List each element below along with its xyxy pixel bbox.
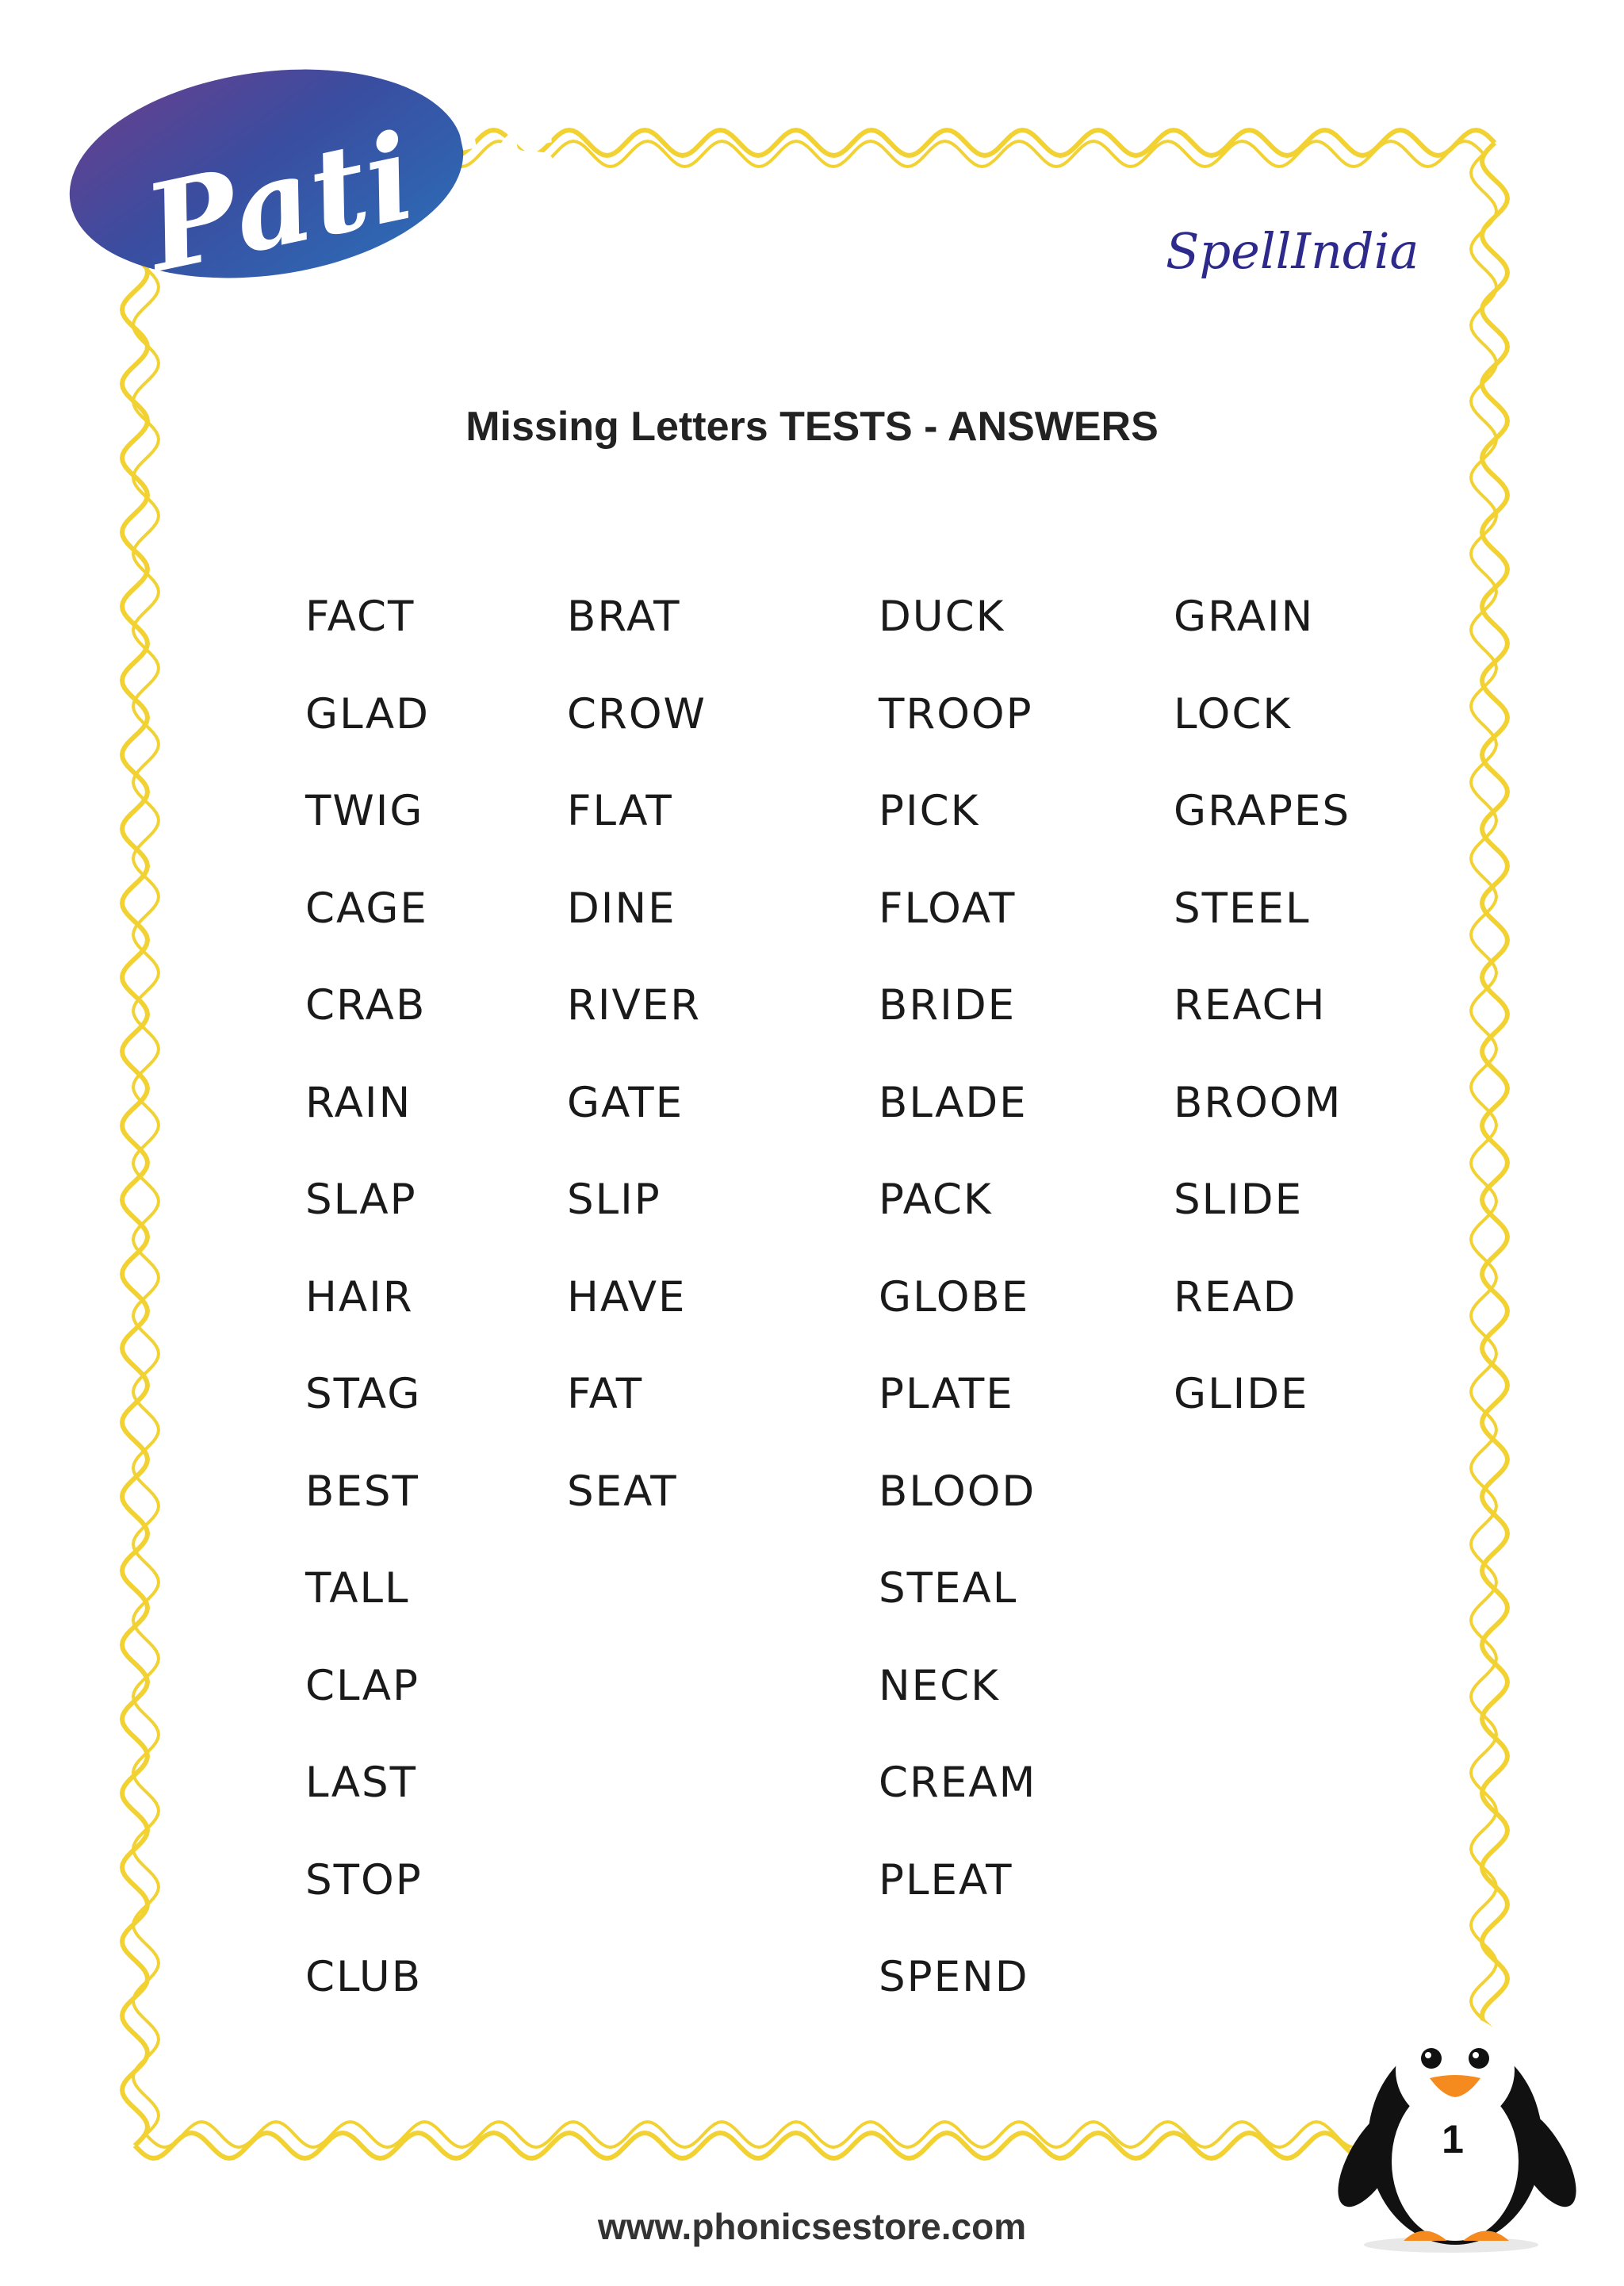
answer-word: PLATE xyxy=(879,1370,1014,1418)
answer-word: LOCK xyxy=(1174,689,1293,738)
answer-column-1 xyxy=(305,585,430,2043)
answer-word: CLAP xyxy=(305,1661,419,1710)
patis-logo xyxy=(65,62,574,300)
answer-word: BLOOD xyxy=(879,1467,1036,1516)
answer-word: CRAB xyxy=(305,981,427,1030)
answer-column-3 xyxy=(879,585,1036,2043)
answer-word: BROOM xyxy=(1174,1078,1342,1127)
answer-word: SLIDE xyxy=(1174,1176,1304,1224)
answer-word: STEAL xyxy=(879,1564,1018,1613)
brand-name: SpellIndia xyxy=(1166,222,1419,280)
answer-word: SLIP xyxy=(567,1176,661,1224)
answer-column-2 xyxy=(567,585,707,1557)
answer-word: HAIR xyxy=(305,1272,414,1321)
footer-url[interactable]: www.phonicsestore.com xyxy=(597,2206,1027,2247)
answer-word: FACT xyxy=(305,593,416,641)
answer-word: GLIDE xyxy=(1174,1370,1309,1418)
page-title: Missing Letters TESTS - ANSWERS xyxy=(465,404,1159,450)
answer-column-4 xyxy=(1174,585,1350,1460)
answer-word: SLAP xyxy=(305,1176,417,1224)
answer-word: BLADE xyxy=(879,1078,1028,1127)
answer-word: TALL xyxy=(305,1564,410,1613)
answer-word: RAIN xyxy=(305,1078,412,1127)
answer-word: GRAIN xyxy=(1174,593,1315,641)
answer-word: DINE xyxy=(567,884,676,933)
answer-word: CLUB xyxy=(305,1953,423,2001)
page-number: 1 xyxy=(1442,2117,1464,2161)
answer-word: PLEAT xyxy=(879,1855,1013,1904)
answer-word: CAGE xyxy=(305,884,428,933)
answer-word: FLAT xyxy=(567,787,673,835)
answer-word: SPEND xyxy=(879,1953,1029,2001)
answer-word: BEST xyxy=(305,1467,419,1516)
answer-word: RIVER xyxy=(567,981,702,1030)
answer-word: PACK xyxy=(879,1176,993,1224)
answer-word: BRAT xyxy=(567,593,681,641)
answer-word: GRAPES xyxy=(1174,787,1351,835)
answer-word: NECK xyxy=(879,1661,1000,1710)
answer-word: CROW xyxy=(567,689,707,738)
answer-word: STAG xyxy=(305,1370,422,1418)
logo-text: Pati 's xyxy=(134,75,574,300)
answer-word: BRIDE xyxy=(879,981,1017,1030)
answer-word: PICK xyxy=(879,787,980,835)
answer-word: STOP xyxy=(305,1855,423,1904)
answer-word: GLAD xyxy=(305,689,430,738)
answer-word: STEEL xyxy=(1174,884,1311,933)
answer-word: FAT xyxy=(567,1370,644,1418)
answer-word: DUCK xyxy=(879,593,1005,641)
answer-word: TWIG xyxy=(305,787,424,835)
answer-word: REACH xyxy=(1174,981,1327,1030)
answer-word: LAST xyxy=(305,1759,418,1807)
answer-word: CREAM xyxy=(879,1759,1037,1807)
answer-word: TROOP xyxy=(879,689,1033,738)
answer-word: SEAT xyxy=(567,1467,678,1516)
answer-word: HAVE xyxy=(567,1272,687,1321)
answer-word: GATE xyxy=(567,1078,684,1127)
answer-word: GLOBE xyxy=(879,1272,1030,1321)
answer-word: FLOAT xyxy=(879,884,1017,933)
answer-word: READ xyxy=(1174,1272,1297,1321)
